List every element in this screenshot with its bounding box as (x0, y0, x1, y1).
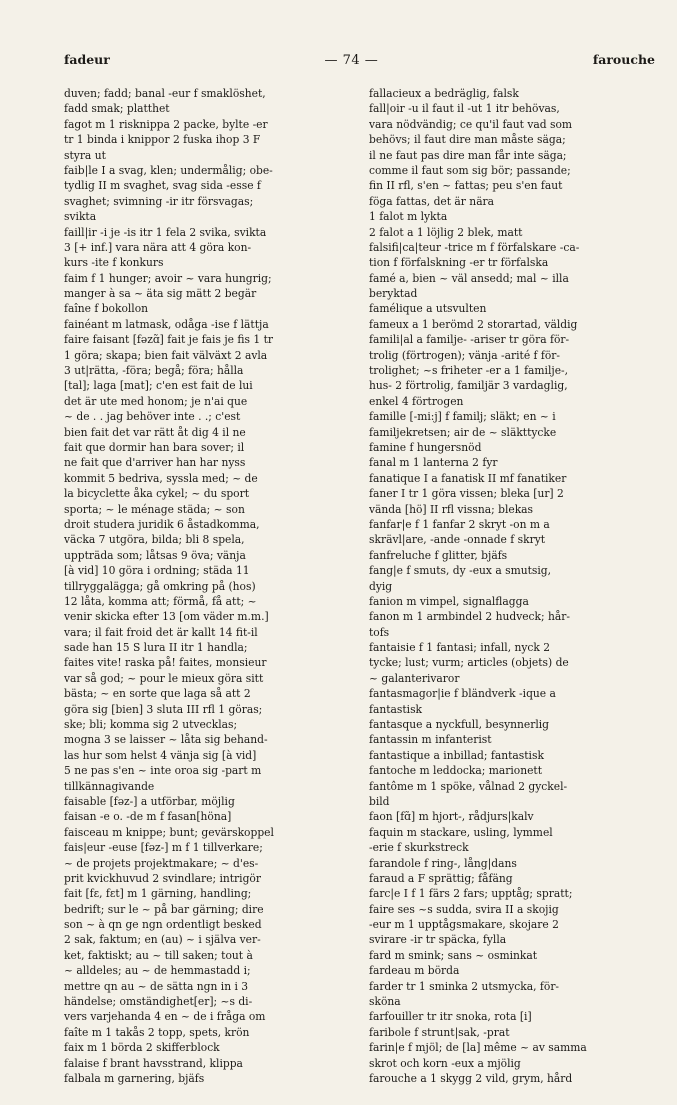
entry-line: fantastique a inbillad; fantastisk (369, 748, 544, 762)
entry-line: ~ alldeles; au ~ de hemmastadd i; (64, 964, 251, 978)
entry-line: vers varjehanda 4 en ~ de i fråga om (64, 1010, 266, 1024)
entry-line: ket, faktiskt; au ~ till saken; tout à (64, 948, 253, 962)
entry-line: prit kvickhuvud 2 svindlare; intrigör (64, 871, 261, 885)
entry-line: faîne f bokollon (64, 302, 149, 316)
entry-line: ~ galanterivaror (369, 671, 460, 685)
entry-line: väcka 7 utgöra, bilda; bli 8 spela, (64, 533, 245, 547)
header-last-entry: farouche (592, 52, 655, 67)
entry-line: il ne faut pas dire man får inte säga; (369, 148, 567, 162)
entry-line: bien fait det var rätt åt dig 4 il ne (64, 425, 246, 439)
entry-line: skrävl|are, -ande -onnade f skryt (369, 533, 546, 547)
entry-line: son ~ à qn ge ngn ordentligt besked (64, 918, 262, 932)
entry-line: faire faisant [fəzɑ̃] fait je fais je fis 1 tr (64, 333, 273, 347)
header-first-entry: fadeur (64, 52, 110, 67)
entry-line: ne fait que d'arriver han har nyss (64, 456, 246, 470)
entry-line: fait [fɛ, fɛt] m 1 gärning, handling; (64, 887, 252, 901)
entry-line: uppträda som; låtsas 9 öva; vänja (64, 548, 246, 562)
entry-line: manger à sa ~ äta sig mätt 2 begär (64, 287, 257, 301)
entry-line: fantoche m leddocka; marionett (369, 764, 543, 778)
entry-line: faisable [fəz-] a utförbar, möjlig (64, 794, 235, 808)
entry-line: farfouiller tr itr snoka, rota [i] (369, 1010, 532, 1024)
entry-line: falbala m garnering, bjäfs (64, 1072, 205, 1085)
entry-line: fantôme m 1 spöke, vålnad 2 gyckel- (369, 779, 568, 793)
entry-line: var så god; ~ pour le mieux göra sitt (64, 671, 264, 685)
entry-line: fanal m 1 lanterna 2 fyr (369, 456, 498, 470)
entry-line: famili|al a familje- -ariser tr göra för- (369, 333, 570, 347)
entry-line: la bicyclette åka cykel; ~ du sport (64, 487, 250, 501)
entry-line: bästa; ~ en sorte que laga så att 2 (64, 687, 251, 701)
entry-line: svikta (64, 210, 97, 224)
entry-line: bild (369, 794, 390, 808)
entry-line: fantastisk (369, 702, 423, 716)
entry-line: 1 falot m lykta (369, 210, 448, 224)
entry-line: faon [fɑ̃] m hjort-, rådjurs|kalv (369, 810, 534, 824)
entry-line: fainéant m latmask, odåga -ise f lättja (64, 317, 269, 331)
entry-line: faisceau m knippe; bunt; gevärskoppel (64, 825, 274, 839)
right-column (369, 86, 661, 1086)
entry-line: fang|e f smuts, dy -eux a smutsig, (369, 564, 552, 578)
entry-line: 5 ne pas s'en ~ inte oroa sig -part m (64, 764, 262, 778)
running-header (64, 52, 655, 69)
entry-line: famille [-mi:j] f familj; släkt; en ~ i (369, 410, 556, 424)
entry-line: fanon m 1 armbindel 2 hudveck; hår- (369, 610, 570, 624)
entry-line: fais|eur -euse [fəz-] m f 1 tillverkare; (64, 841, 263, 855)
entry-line: vända [hö] II rfl vissna; blekas (369, 502, 534, 516)
entry-line: fall|oir -u il faut il -ut 1 itr behövas, (369, 102, 560, 116)
entry-line: farder tr 1 sminka 2 utsmycka, för- (369, 979, 560, 993)
entry-line: hus- 2 förtrolig, familjär 3 vardaglig, (369, 379, 568, 393)
entry-line: duven; fadd; banal -eur f smaklöshet, (64, 87, 266, 100)
entry-line: faib|le I a svag, klen; undermålig; obe- (64, 163, 273, 177)
entry-line: faîte m 1 takås 2 topp, spets, krön (64, 1025, 250, 1039)
entry-line: droit studera juridik 6 åstadkomma, (64, 517, 260, 531)
entry-line: fantasmagor|ie f bländverk -ique a (369, 687, 556, 701)
entry-line: tycke; lust; vurm; articles (objets) de (369, 656, 569, 670)
entry-line: trolig (förtrogen); vänja -arité f för- (369, 348, 561, 362)
entry-line: fanatique I a fanatisk II mf fanatiker (369, 471, 567, 485)
entry-line: fanfreluche f glitter, bjäfs (369, 548, 508, 562)
entry-line: ~ de . . jag behöver inte . .; c'est (64, 410, 241, 424)
entry-line: bedrift; sur le ~ på bar gärning; dire (64, 902, 264, 916)
entry-line: fardeau m börda (369, 964, 460, 978)
entry-line: dyig (369, 579, 393, 593)
entry-line: comme il faut som sig bör; passande; (369, 163, 571, 177)
entry-line: behövs; il faut dire man måste säga; (369, 133, 566, 147)
entry-line: tydlig II m svaghet, svag sida -esse f (64, 179, 261, 193)
entry-line: familjekretsen; air de ~ släkttycke (369, 425, 557, 439)
page-number: — 74 — (324, 53, 379, 68)
entry-line: faquin m stackare, usling, lymmel (369, 825, 553, 839)
entry-line: farc|e I f 1 färs 2 fars; upptåg; spratt; (369, 887, 573, 901)
entry-line: 3 ut|rätta, -föra; begå; föra; hålla (64, 364, 244, 378)
left-column (64, 86, 359, 1086)
entry-line: 2 sak, faktum; en (au) ~ i själva ver- (64, 933, 261, 947)
entry-line: ske; bli; komma sig 2 utvecklas; (64, 718, 238, 732)
entry-line: las hur som helst 4 vänja sig [à vid] (64, 748, 257, 762)
entry-line: -erie f skurkstreck (369, 841, 469, 855)
entry-line: [tal]; laga [mat]; c'en est fait de lui (64, 379, 253, 393)
entry-line: fin II rfl, s'en ~ fattas; peu s'en faut (369, 179, 563, 193)
entry-line: enkel 4 förtrogen (369, 394, 464, 408)
entry-line: falsifi|ca|teur -trice m f förfalskare -ca- (369, 240, 580, 254)
entry-line: göra sig [bien] 3 sluta III rfl 1 göras; (64, 702, 263, 716)
entry-line: styra ut (64, 148, 106, 162)
entry-line: 2 falot a 1 löjlig 2 blek, matt (369, 225, 523, 239)
entry-line: [à vid] 10 göra i ordning; städa 11 (64, 564, 250, 578)
entry-line: sköna (369, 995, 401, 1009)
entry-line: fallacieux a bedräglig, falsk (369, 87, 519, 100)
entry-line: falaise f brant havsstrand, klippa (64, 1056, 243, 1070)
entry-line: vara; il fait froid det är kallt 14 fit-il (64, 625, 258, 639)
entry-line: famine f hungersnöd (369, 440, 482, 454)
entry-line: faraud a F sprättig; fåfäng (369, 871, 513, 885)
entry-line: sporta; ~ le ménage städa; ~ son (64, 502, 245, 516)
entry-line: famélique a utsvulten (369, 302, 487, 316)
entry-line: fait que dormir han bara sover; il (64, 440, 245, 454)
entry-line: tillkännagivande (64, 779, 155, 793)
entry-line: det är ute med honom; je n'ai que (64, 394, 248, 408)
entry-line: tr 1 binda i knippor 2 fuska ihop 3 F (64, 133, 261, 147)
entry-line: venir skicka efter 13 [om väder m.m.] (64, 610, 269, 624)
entry-line: fantassin m infanterist (369, 733, 492, 747)
entry-line: ~ de projets projektmakare; ~ d'es- (64, 856, 259, 870)
entry-line: 1 göra; skapa; bien fait välväxt 2 avla (64, 348, 268, 362)
entry-line: tillryggalägga; gå omkring på (hos) (64, 579, 256, 593)
entry-line: svaghet; svimning -ir itr försvagas; (64, 194, 254, 208)
entry-line: -eur m 1 upptågsmakare, skojare 2 (369, 918, 559, 932)
entry-line: faisan -e o. -de m f fasan[höna] (64, 810, 232, 824)
entry-line: faill|ir -i je -is itr 1 fela 2 svika, svikta (64, 225, 267, 239)
entry-line: farin|e f mjöl; de [la] même ~ av samma (369, 1041, 587, 1055)
entry-line: famé a, bien ~ väl ansedd; mal ~ illa (369, 271, 569, 285)
entry-line: fameux a 1 berömd 2 storartad, väldig (369, 317, 578, 331)
entry-line: fanfar|e f 1 fanfar 2 skryt -on m a (369, 517, 550, 531)
entry-line: mettre qn au ~ de sätta ngn in i 3 (64, 979, 249, 993)
entry-line: mogna 3 se laisser ~ låta sig behand- (64, 733, 268, 747)
entry-line: fadd smak; platthet (64, 102, 170, 116)
entry-line: sade han 15 S lura II itr 1 handla; (64, 641, 248, 655)
entry-line: fantaisie f 1 fantasi; infall, nyck 2 (369, 641, 551, 655)
entry-line: faites vite! raska på! faites, monsieur (64, 656, 267, 670)
entry-line: faim f 1 hunger; avoir ~ vara hungrig; (64, 271, 272, 285)
entry-line: faix m 1 börda 2 skifferblock (64, 1041, 220, 1055)
entry-line: kurs -ite f konkurs (64, 256, 164, 270)
entry-line: 3 [+ inf.] vara nära att 4 göra kon- (64, 240, 252, 254)
entry-line: fagot m 1 risknippa 2 packe, bylte -er (64, 117, 268, 131)
entry-line: svirare -ir tr späcka, fylla (369, 933, 507, 947)
entry-line: farouche a 1 skygg 2 vild, grym, hård (369, 1072, 573, 1085)
entry-line: föga fattas, det är nära (369, 194, 495, 208)
entry-line: fantasque a nyckfull, besynnerlig (369, 718, 549, 732)
entry-line: faner I tr 1 göra vissen; bleka [ur] 2 (369, 487, 564, 501)
entry-line: beryktad (369, 287, 418, 301)
entry-line: farandole f ring-, lång|dans (369, 856, 517, 870)
entry-line: kommit 5 bedriva, syssla med; ~ de (64, 471, 258, 485)
entry-line: tofs (369, 625, 390, 639)
entry-line: faribole f strunt|sak, -prat (369, 1025, 510, 1039)
entry-line: skrot och korn -eux a mjölig (369, 1056, 521, 1070)
entry-line: 12 låta, komma att; förmå, få att; ~ (64, 594, 257, 608)
entry-line: fard m smink; sans ~ osminkat (369, 948, 538, 962)
entry-line: tion f förfalskning -er tr förfalska (369, 256, 549, 270)
entry-line: fanion m vimpel, signalflagga (369, 594, 529, 608)
entry-line: trolighet; ~s friheter -er a 1 familje-, (369, 364, 569, 378)
entry-line: vara nödvändig; ce qu'il faut vad som (369, 117, 573, 131)
entry-line: händelse; omständighet[er]; ~s di- (64, 995, 253, 1009)
entry-line: faire ses ~s sudda, svira II a skojig (369, 902, 559, 916)
